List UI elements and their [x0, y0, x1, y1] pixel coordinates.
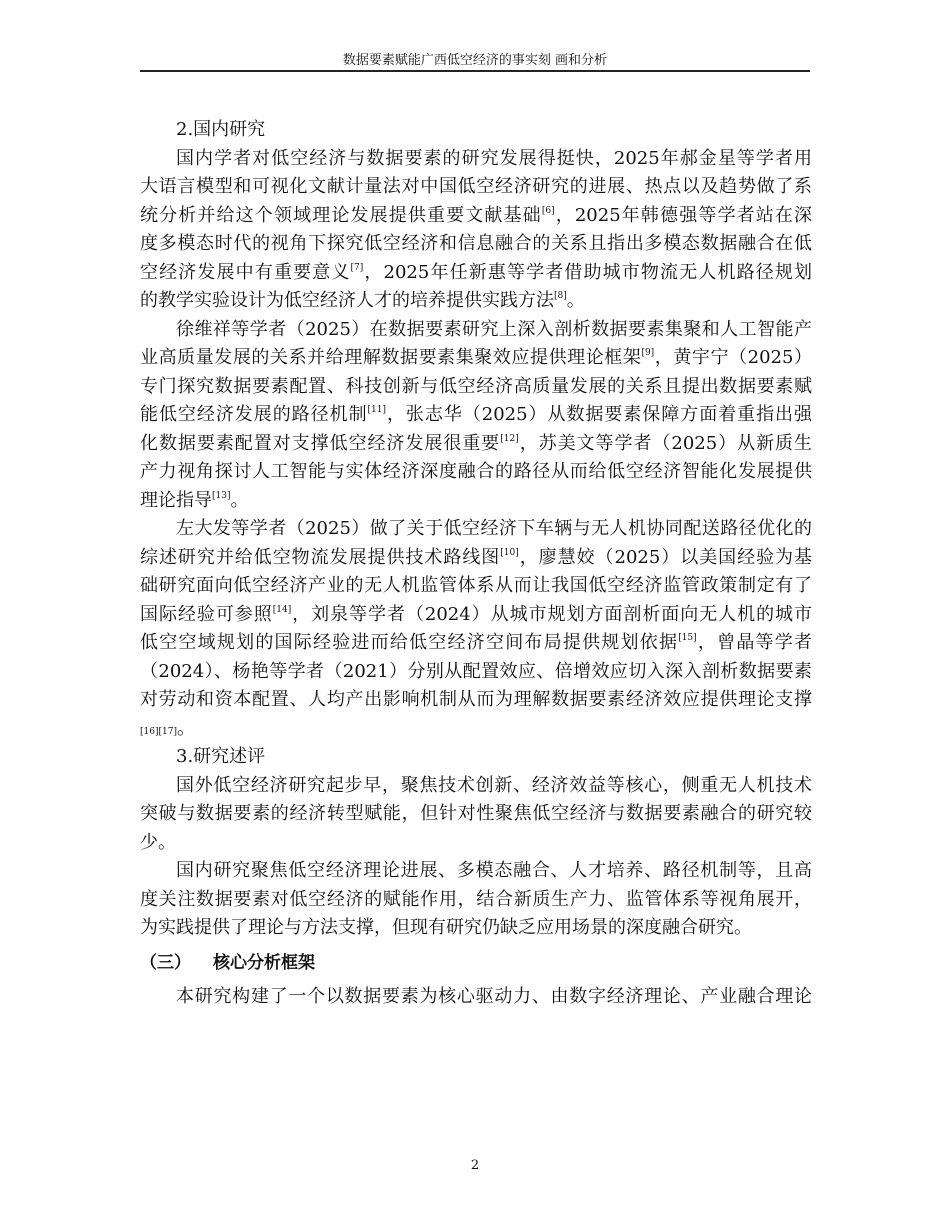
citation-ref: [10]	[500, 547, 519, 558]
text-run: 业高质量发展的关系并给理解数据要素集聚效应提供理论框架	[140, 347, 642, 368]
citation-ref: [9]	[641, 348, 655, 358]
section-heading-framework	[140, 943, 812, 983]
text-run: ，曾晶等学者	[696, 632, 812, 653]
header-rule	[140, 70, 810, 72]
citation-ref: [11]	[367, 405, 387, 415]
paragraph-line: 础研究面向低空经济产业的无人机监管体系从而让我国低空经济监管政策制定有了	[140, 575, 812, 596]
paragraph-line: 国内研究聚焦低空经济理论进展、多模态融合、人才培养、路径机制等，且高	[176, 860, 812, 881]
paragraph-line: 为实践提供了理论与方法支撑，但现有研究仍缺乏应用场景的深度融合研究。	[140, 917, 752, 938]
text-run: 的教学实验设计为低空经济人才的培养提供实践方法	[140, 290, 554, 311]
citation-ref: [15]	[678, 633, 697, 643]
citation-ref: [6]	[541, 205, 555, 216]
paragraph-line: 突破与数据要素的经济转型赋能，但针对性聚焦低空经济与数据要素融合的研究较	[140, 803, 812, 824]
paragraph-line: 度关注数据要素对低空经济的赋能作用，结合新质生产力、监管体系等视角展开，	[140, 888, 812, 910]
paragraph-line	[140, 401, 812, 430]
paragraph-line: 国外低空经济研究起步早，聚焦技术创新、经济效益等核心，侧重无人机技术	[176, 774, 812, 796]
text-run: ，苏美文等学者（2025）从新质生	[518, 432, 813, 454]
text-run: 化数据要素配置对支撑低空经济发展很重要	[140, 432, 501, 454]
text-run: ，2025年任新惠等学者借助城市物流无人机路径规划	[363, 261, 812, 283]
paragraph-line: 本研究构建了一个以数据要素为核心驱动力、由数字经济理论、产业融合理论	[176, 985, 812, 1007]
paragraph-line	[140, 430, 812, 459]
document-body	[140, 116, 812, 1011]
citation-ref: [13]	[212, 490, 231, 501]
section-title: 核心分析框架	[213, 952, 315, 973]
paragraph-line	[140, 287, 812, 316]
text-run: ，刘泉等学者（2024）从城市规划方面剖析面向无人机的城市	[291, 603, 813, 625]
text-run: 空经济发展中有重要意义	[140, 261, 351, 283]
text-run: 。	[176, 717, 195, 739]
citation-ref: [12]	[500, 433, 519, 444]
page-number: 2	[470, 1158, 480, 1173]
citation-ref: [7]	[350, 262, 364, 273]
paragraph-line: 徐维祥等学者（2025）在数据要素研究上深入剖析数据要素集聚和人工智能产	[176, 318, 812, 340]
citation-ref: [14]	[272, 604, 292, 615]
paragraph-line	[140, 601, 812, 630]
text-run: 低空空域规划的国际经验进而给低空经济空间布局提供规划依据	[140, 632, 679, 653]
paragraph-line	[140, 344, 812, 373]
paragraph-line: 产力视角探讨人工智能与实体经济深度融合的路径从而给低空经济智能化发展提供	[140, 461, 812, 482]
text-run: ，张志华（2025）从数据要素保障方面着重指出强	[386, 404, 812, 425]
paragraph-line	[140, 487, 812, 516]
paragraph-line	[140, 202, 812, 231]
text-run: 统分析并给这个领域理论发展提供重要文献基础	[140, 204, 542, 226]
citation-ref: [16][17]	[140, 726, 177, 737]
paragraph-line: 国内学者对低空经济与数据要素的研究发展得挺快，2025年郝金星等学者用	[176, 147, 812, 169]
text-run: 。	[566, 290, 585, 311]
text-run: 能低空经济发展的路径机制	[140, 404, 368, 425]
subsection-heading-review: 3.研究述评	[176, 746, 266, 767]
paragraph-line: 大语言模型和可视化文献计量法对中国低空经济研究的进展、热点以及趋势做了系	[140, 176, 812, 197]
text-run: ，2025年韩德强等学者站在深	[554, 204, 812, 226]
running-header: 数据要素赋能广西低空经济的事实刻 画和分析	[342, 53, 608, 68]
text-run: 。	[230, 489, 249, 511]
paragraph-line	[140, 544, 812, 573]
paragraph-line: （2024）、杨艳等学者（2021）分别从配置效应、倍增效应切入深入剖析数据要素	[140, 660, 812, 682]
text-run: 理论指导	[140, 489, 212, 511]
paragraph-line: 左大发等学者（2025）做了关于低空经济下车辆与无人机协同配送路径优化的	[176, 518, 812, 539]
paragraph-line	[140, 715, 812, 744]
text-run: ，廖慧姣（2025）以美国经验为基	[518, 546, 813, 568]
paragraph-line: 度多模态时代的视角下探究低空经济和信息融合的关系且指出多模态数据融合在低	[140, 233, 812, 254]
subsection-heading-domestic: 2.国内研究	[176, 119, 266, 140]
paragraph-line: 对劳动和资本配置、人均产出影响机制从而为理解数据要素经济效应提供理论支撑	[140, 689, 812, 710]
citation-ref: [8]	[554, 291, 567, 301]
text-run: 国际经验可参照	[140, 603, 273, 625]
text-run: ，黄宇宁（2025）	[654, 347, 812, 368]
text-run: 综述研究并给低空物流发展提供技术路线图	[140, 546, 501, 568]
paragraph-line	[140, 259, 812, 288]
paragraph-line: 少。	[140, 831, 176, 853]
section-number: （三）	[140, 952, 191, 973]
paragraph-line: 专门探究数据要素配置、科技创新与低空经济高质量发展的关系且提出数据要素赋	[140, 375, 812, 397]
paragraph-line	[140, 629, 812, 658]
